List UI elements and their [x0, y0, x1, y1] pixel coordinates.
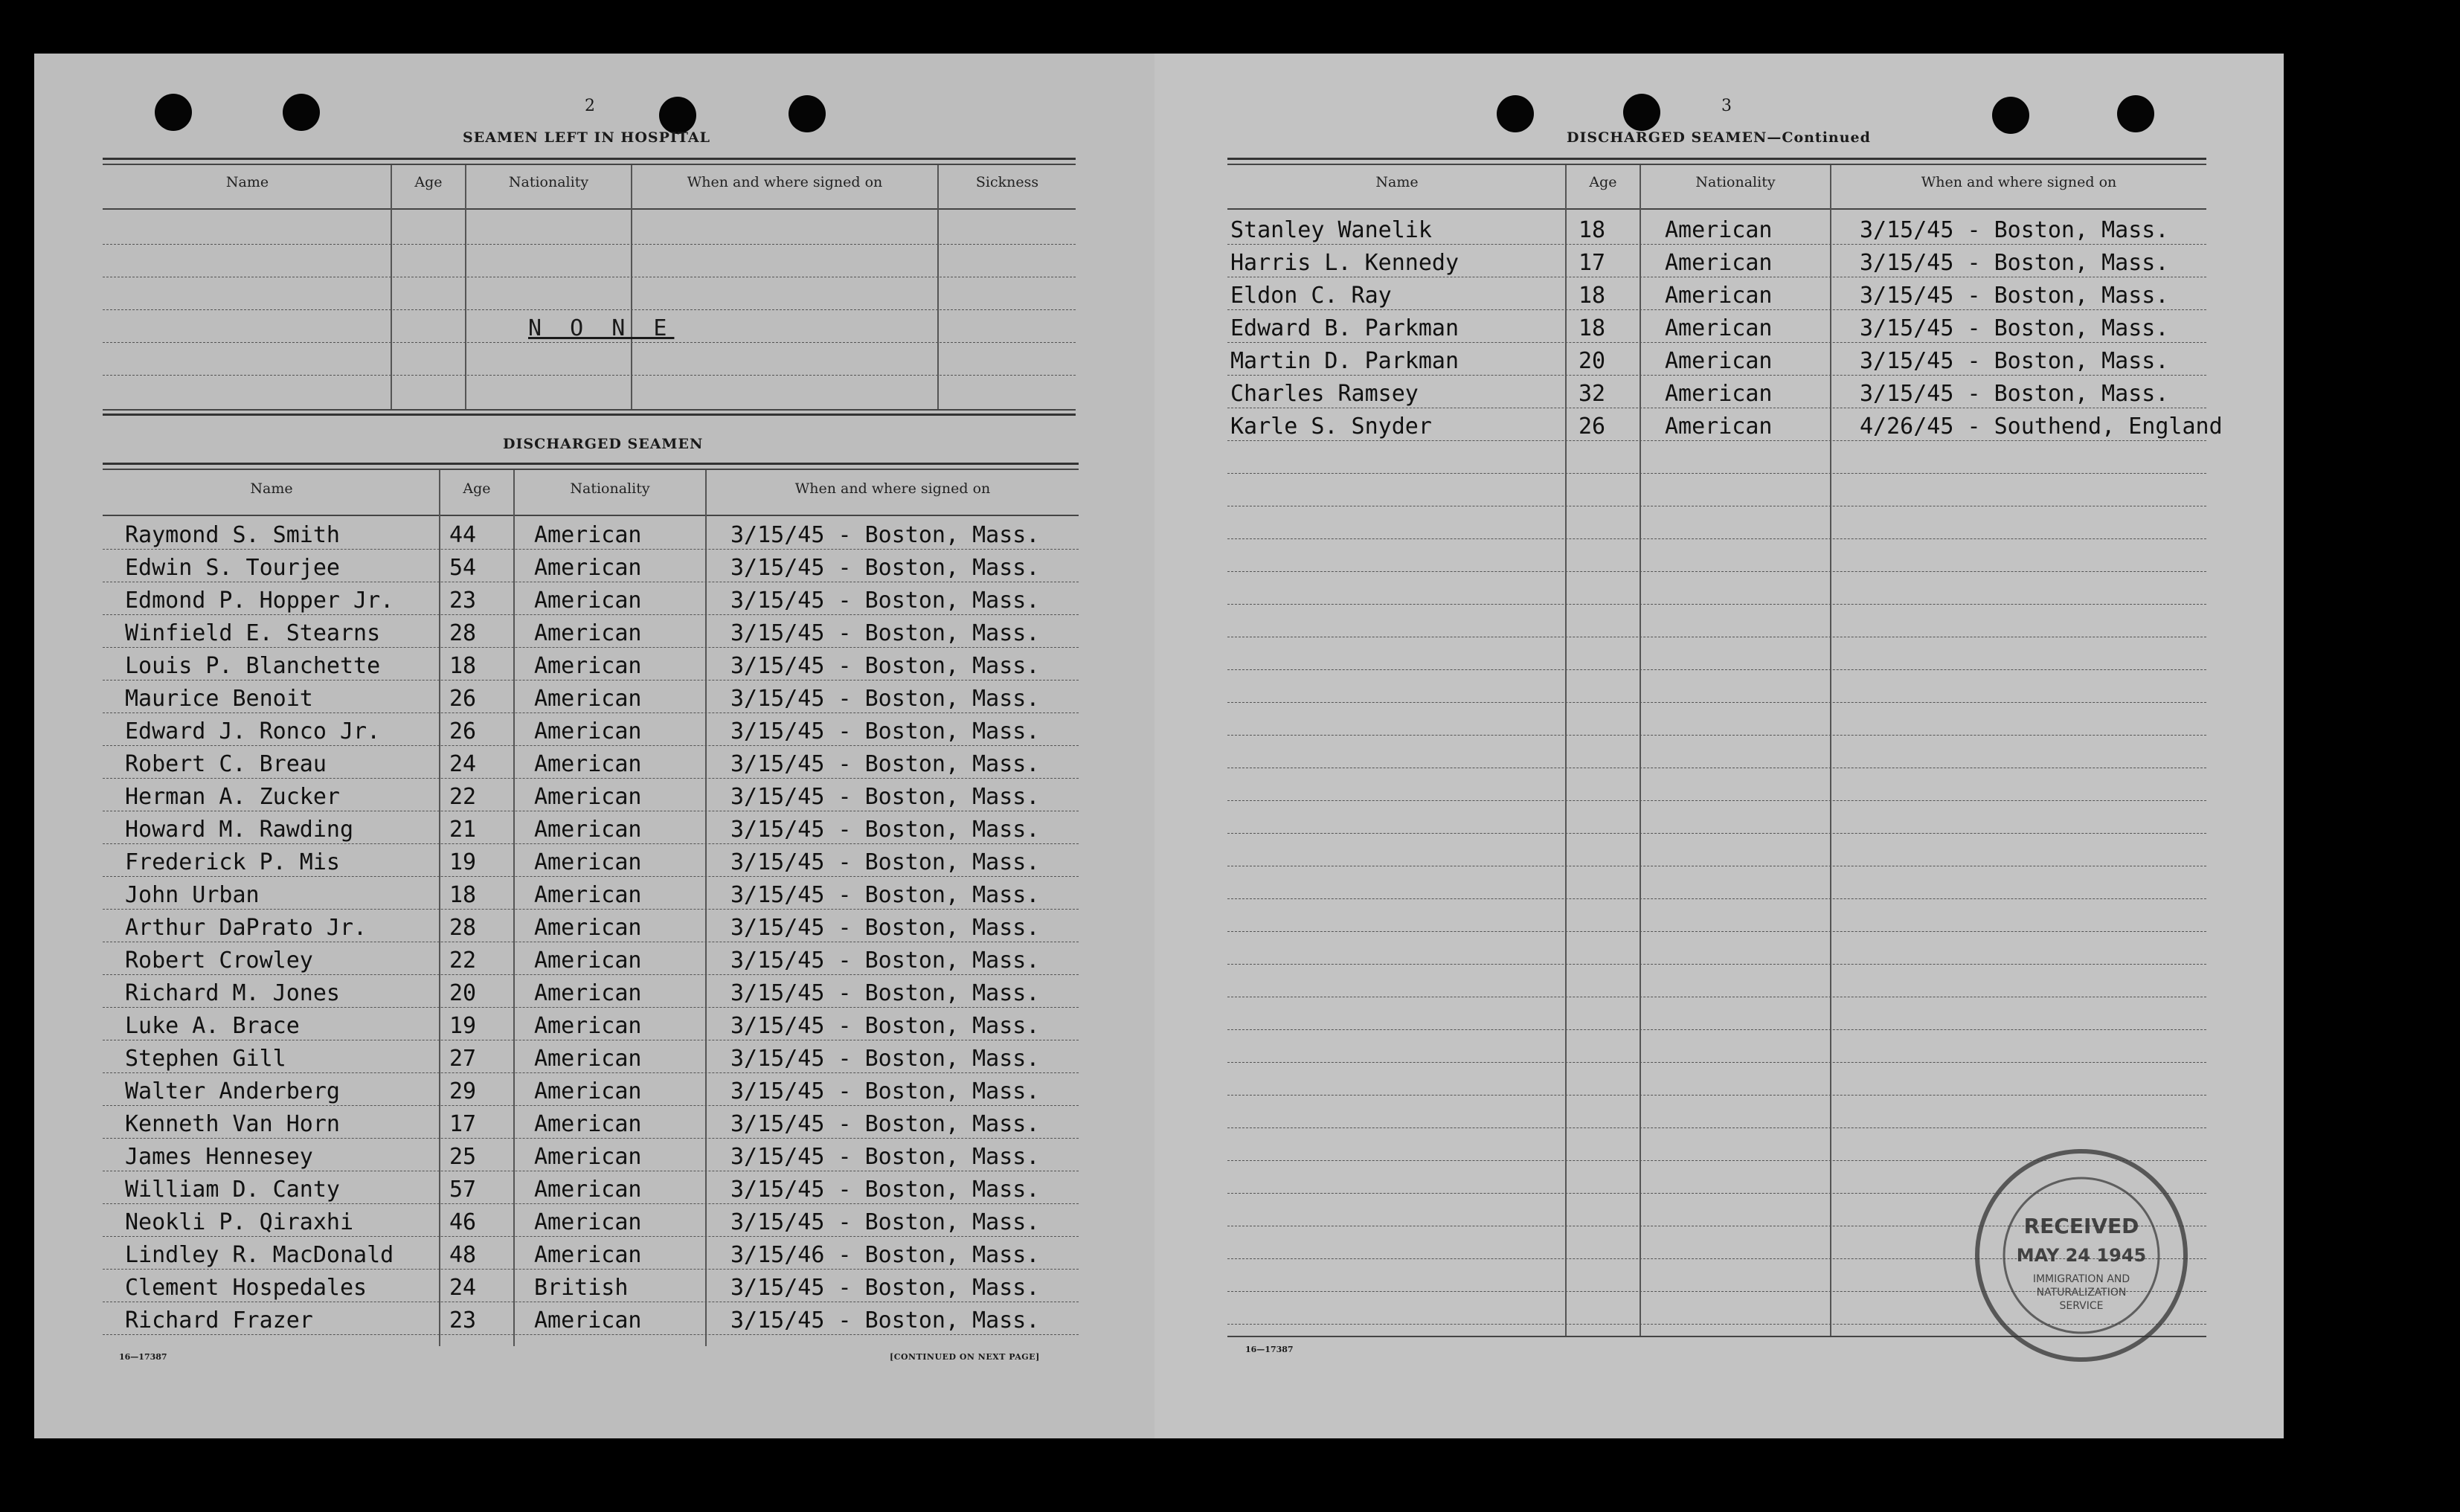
- seaman-signed-on: 3/15/45 - Boston, Mass.: [730, 1144, 1040, 1170]
- seaman-age: 28: [449, 915, 477, 941]
- row-line: [1227, 440, 2206, 441]
- binder-hole: [1623, 94, 1660, 131]
- stamp-line4: NATURALIZATION: [2036, 1287, 2127, 1299]
- seaman-name: Robert C. Breau: [125, 751, 327, 777]
- seaman-name: Raymond S. Smith: [125, 522, 340, 548]
- seaman-name: Edward J. Ronco Jr.: [125, 718, 381, 744]
- seaman-signed-on: 3/15/45 - Boston, Mass.: [730, 1078, 1040, 1104]
- row-line: [103, 1072, 1079, 1073]
- seaman-signed-on: 3/15/45 - Boston, Mass.: [1860, 250, 2169, 276]
- hospital-section-title: SEAMEN LEFT IN HOSPITAL: [463, 129, 710, 146]
- seaman-nationality: American: [534, 588, 642, 614]
- seaman-name: Karle S. Snyder: [1230, 414, 1432, 440]
- row-line: [103, 843, 1079, 844]
- seaman-name: Maurice Benoit: [125, 686, 313, 712]
- seaman-name: Richard Frazer: [125, 1307, 313, 1334]
- seaman-name: Louis P. Blanchette: [125, 653, 381, 679]
- section-title-suffix: —Continued: [1767, 129, 1871, 146]
- binder-hole: [155, 94, 192, 131]
- seaman-signed-on: 3/15/45 - Boston, Mass.: [1860, 381, 2169, 407]
- row-line: [1227, 669, 2206, 670]
- row-line: [1227, 735, 2206, 736]
- column-header-age: Age: [1589, 174, 1617, 190]
- seaman-nationality: American: [534, 882, 642, 908]
- column-header-signed-on: When and where signed on: [794, 480, 991, 497]
- binder-hole: [659, 97, 696, 134]
- seaman-nationality: American: [534, 555, 642, 581]
- seaman-age: 25: [449, 1144, 477, 1170]
- seaman-age: 26: [1579, 414, 1606, 440]
- seaman-signed-on: 3/15/45 - Boston, Mass.: [730, 1046, 1040, 1072]
- seaman-age: 54: [449, 555, 477, 581]
- binder-hole: [1992, 97, 2029, 134]
- seaman-signed-on: 3/15/45 - Boston, Mass.: [1860, 348, 2169, 374]
- stamp-line5: SERVICE: [2059, 1300, 2104, 1312]
- row-line: [1227, 833, 2206, 834]
- row-line: [103, 745, 1079, 746]
- seaman-age: 24: [449, 1275, 477, 1301]
- row-line: [103, 680, 1079, 681]
- seaman-age: 48: [449, 1242, 477, 1268]
- seaman-nationality: British: [534, 1275, 629, 1301]
- row-line: [1227, 931, 2206, 932]
- column-header-age: Age: [414, 174, 443, 190]
- seaman-age: 29: [449, 1078, 477, 1104]
- seaman-age: 23: [449, 1307, 477, 1334]
- seaman-name: Edward B. Parkman: [1230, 315, 1459, 341]
- row-line: [1227, 538, 2206, 539]
- seaman-signed-on: 3/15/45 - Boston, Mass.: [730, 1177, 1040, 1203]
- seaman-nationality: American: [534, 620, 642, 646]
- seaman-signed-on: 3/15/45 - Boston, Mass.: [730, 588, 1040, 614]
- stamp-date: MAY 24 1945: [2016, 1245, 2147, 1266]
- row-line: [1227, 375, 2206, 376]
- seaman-name: James Hennesey: [125, 1144, 313, 1170]
- seaman-nationality: American: [1665, 414, 1773, 440]
- seaman-signed-on: 3/15/45 - Boston, Mass.: [1860, 283, 2169, 309]
- seaman-age: 22: [449, 784, 477, 810]
- seaman-age: 20: [449, 980, 477, 1006]
- seaman-age: 19: [449, 1013, 477, 1039]
- row-line: [1227, 309, 2206, 310]
- seaman-name: Arthur DaPrato Jr.: [125, 915, 367, 941]
- section-title: DISCHARGED SEAMEN: [1567, 129, 1767, 146]
- seaman-nationality: American: [534, 784, 642, 810]
- seaman-name: Stanley Wanelik: [1230, 217, 1432, 243]
- seaman-age: 18: [449, 653, 477, 679]
- seaman-age: 46: [449, 1209, 477, 1235]
- row-line: [103, 647, 1079, 648]
- seaman-signed-on: 3/15/46 - Boston, Mass.: [730, 1242, 1040, 1268]
- seaman-name: Luke A. Brace: [125, 1013, 300, 1039]
- row-line: [1227, 898, 2206, 899]
- seaman-name: Neokli P. Qiraxhi: [125, 1209, 354, 1235]
- discharged-section-title: DISCHARGED SEAMEN: [503, 436, 704, 452]
- seaman-name: William D. Canty: [125, 1177, 340, 1203]
- row-line: [103, 778, 1079, 779]
- seaman-name: Martin D. Parkman: [1230, 348, 1459, 374]
- seaman-nationality: American: [534, 980, 642, 1006]
- column-header-age: Age: [463, 480, 491, 497]
- seaman-nationality: American: [1665, 348, 1773, 374]
- row-line: [1227, 1127, 2206, 1128]
- row-line: [1227, 342, 2206, 343]
- row-line: [1227, 1062, 2206, 1063]
- row-line: [1227, 244, 2206, 245]
- seaman-signed-on: 3/15/45 - Boston, Mass.: [1860, 217, 2169, 243]
- seaman-signed-on: 3/15/45 - Boston, Mass.: [730, 1275, 1040, 1301]
- seaman-name: Herman A. Zucker: [125, 784, 340, 810]
- seaman-signed-on: 3/15/45 - Boston, Mass.: [730, 849, 1040, 875]
- seaman-nationality: American: [1665, 381, 1773, 407]
- seaman-nationality: American: [534, 1078, 642, 1104]
- seaman-name: Frederick P. Mis: [125, 849, 340, 875]
- seaman-age: 57: [449, 1177, 477, 1203]
- row-line: [103, 1334, 1079, 1335]
- row-line: [103, 1203, 1079, 1204]
- row-line: [103, 614, 1079, 615]
- seaman-nationality: American: [534, 522, 642, 548]
- seaman-name: Harris L. Kennedy: [1230, 250, 1459, 276]
- seaman-name: Edwin S. Tourjee: [125, 555, 340, 581]
- row-line: [103, 974, 1079, 975]
- binder-hole: [1497, 95, 1534, 132]
- seaman-nationality: American: [1665, 217, 1773, 243]
- seaman-age: 26: [449, 686, 477, 712]
- seaman-nationality: American: [534, 1177, 642, 1203]
- row-line: [103, 549, 1079, 550]
- row-line: [103, 1007, 1079, 1008]
- seaman-nationality: American: [534, 1144, 642, 1170]
- row-line: [1227, 702, 2206, 703]
- seaman-name: Robert Crowley: [125, 948, 313, 974]
- seaman-signed-on: 3/15/45 - Boston, Mass.: [730, 980, 1040, 1006]
- seaman-name: Lindley R. MacDonald: [125, 1242, 394, 1268]
- row-line: [103, 1138, 1079, 1139]
- seaman-nationality: American: [534, 948, 642, 974]
- seaman-name: Charles Ramsey: [1230, 381, 1419, 407]
- seaman-age: 32: [1579, 381, 1606, 407]
- row-line: [103, 1236, 1079, 1237]
- seaman-nationality: American: [534, 1111, 642, 1137]
- row-line: [1227, 964, 2206, 965]
- row-line: [103, 1105, 1079, 1106]
- page-number: 3: [1721, 97, 1732, 115]
- seaman-signed-on: 3/15/45 - Boston, Mass.: [730, 751, 1040, 777]
- row-line: [1227, 473, 2206, 474]
- column-header-sickness: Sickness: [975, 174, 1039, 190]
- seaman-nationality: American: [1665, 283, 1773, 309]
- seaman-age: 27: [449, 1046, 477, 1072]
- row-line: [103, 712, 1079, 713]
- seaman-age: 17: [1579, 250, 1606, 276]
- seaman-signed-on: 3/15/45 - Boston, Mass.: [730, 653, 1040, 679]
- seaman-age: 23: [449, 588, 477, 614]
- seaman-signed-on: 3/15/45 - Boston, Mass.: [730, 522, 1040, 548]
- seaman-nationality: American: [534, 915, 642, 941]
- seaman-age: 26: [449, 718, 477, 744]
- seaman-name: Kenneth Van Horn: [125, 1111, 340, 1137]
- seaman-signed-on: 3/15/45 - Boston, Mass.: [730, 718, 1040, 744]
- stamp-line3: IMMIGRATION AND: [2032, 1273, 2130, 1285]
- seaman-age: 22: [449, 948, 477, 974]
- seaman-signed-on: 3/15/45 - Boston, Mass.: [730, 784, 1040, 810]
- seaman-age: 18: [449, 882, 477, 908]
- seaman-name: Edmond P. Hopper Jr.: [125, 588, 394, 614]
- row-line: [103, 1269, 1079, 1270]
- seaman-nationality: American: [534, 849, 642, 875]
- column-header-signed-on: When and where signed on: [1921, 174, 2117, 190]
- form-number: 16—17387: [1245, 1345, 1294, 1354]
- seaman-age: 20: [1579, 348, 1606, 374]
- row-line: [103, 876, 1079, 877]
- form-number: 16—17387: [119, 1352, 167, 1362]
- seaman-name: Stephen Gill: [125, 1046, 286, 1072]
- seaman-name: Eldon C. Ray: [1230, 283, 1392, 309]
- column-header-name: Name: [225, 174, 269, 190]
- seaman-name: Winfield E. Stearns: [125, 620, 381, 646]
- seaman-name: Howard M. Rawding: [125, 817, 354, 843]
- seaman-name: Walter Anderberg: [125, 1078, 340, 1104]
- column-header-name: Name: [250, 480, 293, 497]
- binder-hole: [283, 94, 320, 131]
- seaman-signed-on: 3/15/45 - Boston, Mass.: [730, 882, 1040, 908]
- seaman-signed-on: 3/15/45 - Boston, Mass.: [730, 1209, 1040, 1235]
- seaman-signed-on: 3/15/45 - Boston, Mass.: [730, 620, 1040, 646]
- discharged-continued-title: [1567, 129, 1871, 146]
- seaman-signed-on: 3/15/45 - Boston, Mass.: [730, 915, 1040, 941]
- seaman-nationality: American: [1665, 250, 1773, 276]
- seaman-age: 21: [449, 817, 477, 843]
- seaman-name: John Urban: [125, 882, 260, 908]
- hospital-none-note: N O N E: [528, 315, 675, 341]
- seaman-age: 19: [449, 849, 477, 875]
- column-header-name: Name: [1375, 174, 1419, 190]
- seaman-signed-on: 4/26/45 - Southend, England: [1860, 414, 2223, 440]
- row-line: [1227, 800, 2206, 801]
- seaman-age: 18: [1579, 217, 1606, 243]
- seaman-signed-on: 3/15/45 - Boston, Mass.: [730, 817, 1040, 843]
- binder-hole: [2117, 95, 2154, 132]
- stamp-received: RECEIVED: [2023, 1214, 2139, 1238]
- continued-note: [CONTINUED ON NEXT PAGE]: [890, 1352, 1040, 1362]
- seaman-name: Richard M. Jones: [125, 980, 340, 1006]
- row-line: [1227, 571, 2206, 572]
- seaman-signed-on: 3/15/45 - Boston, Mass.: [730, 1013, 1040, 1039]
- seaman-age: 18: [1579, 315, 1606, 341]
- seaman-nationality: American: [1665, 315, 1773, 341]
- seaman-nationality: American: [534, 1242, 642, 1268]
- row-line: [1227, 1029, 2206, 1030]
- seaman-nationality: American: [534, 1013, 642, 1039]
- seaman-age: 44: [449, 522, 477, 548]
- column-header-nationality: Nationality: [508, 174, 589, 190]
- seaman-signed-on: 3/15/45 - Boston, Mass.: [1860, 315, 2169, 341]
- seaman-signed-on: 3/15/45 - Boston, Mass.: [730, 1307, 1040, 1334]
- seaman-age: 24: [449, 751, 477, 777]
- received-stamp: [1970, 1144, 2193, 1367]
- seaman-signed-on: 3/15/45 - Boston, Mass.: [730, 686, 1040, 712]
- column-header-nationality: Nationality: [1695, 174, 1776, 190]
- column-header-signed-on: When and where signed on: [687, 174, 883, 190]
- seaman-signed-on: 3/15/45 - Boston, Mass.: [730, 555, 1040, 581]
- column-header-nationality: Nationality: [570, 480, 650, 497]
- binder-hole: [789, 95, 826, 132]
- seaman-name: Clement Hospedales: [125, 1275, 367, 1301]
- row-line: [1227, 1095, 2206, 1096]
- page-number: 2: [585, 97, 595, 115]
- seaman-signed-on: 3/15/45 - Boston, Mass.: [730, 948, 1040, 974]
- row-line: [103, 909, 1079, 910]
- seaman-age: 17: [449, 1111, 477, 1137]
- seaman-nationality: American: [534, 1307, 642, 1334]
- seaman-nationality: American: [534, 686, 642, 712]
- seaman-nationality: American: [534, 1046, 642, 1072]
- seaman-nationality: American: [534, 653, 642, 679]
- seaman-signed-on: 3/15/45 - Boston, Mass.: [730, 1111, 1040, 1137]
- seaman-age: 28: [449, 620, 477, 646]
- seaman-nationality: American: [534, 718, 642, 744]
- seaman-nationality: American: [534, 751, 642, 777]
- row-line: [1227, 604, 2206, 605]
- seaman-age: 18: [1579, 283, 1606, 309]
- seaman-nationality: American: [534, 817, 642, 843]
- seaman-nationality: American: [534, 1209, 642, 1235]
